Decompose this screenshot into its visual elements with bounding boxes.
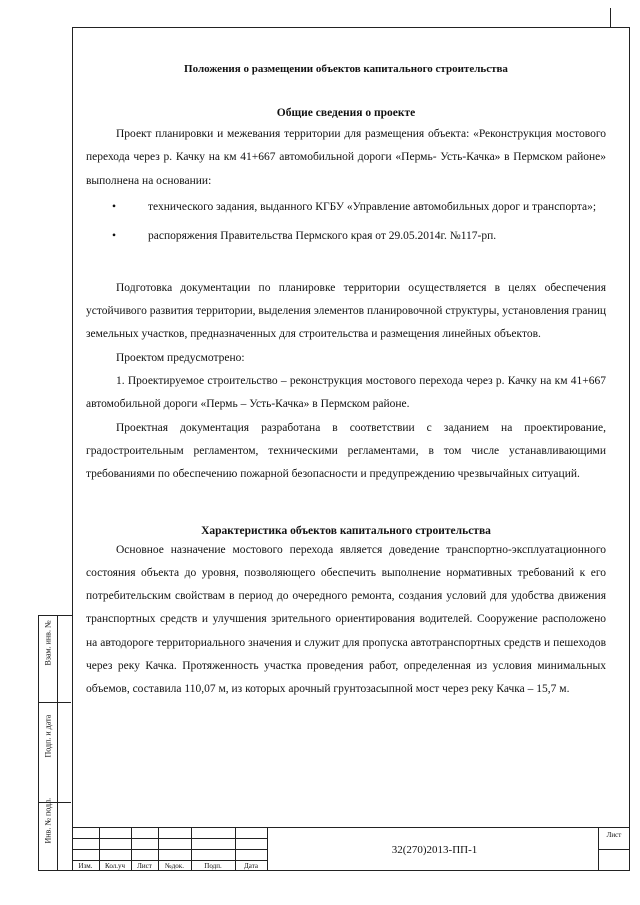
stamp-col-label: Подп. [204,862,222,870]
title-block [72,827,630,871]
bullet-dot-icon: • [112,200,117,213]
stamp-col-label: Изм. [78,862,93,870]
stamp-col-label: Лист [137,862,152,870]
general-info-heading: Общие сведения о проекте [276,107,416,119]
bullet-item: • распоряжения Правительства Пермского края от 29.05.2014г. №117-рп. [86,228,606,245]
side-label: Подп. и дата [43,714,53,758]
side-cell [39,702,71,803]
sheet-label: Лист [606,831,622,839]
side-cell [39,797,71,872]
document-body [86,58,606,702]
document-code: 32(270)2013-ПП-1 [391,844,478,856]
item1-paragraph: 1. Проектируемое строительство – реконструкция мостового перехода через р. Качку на км 41+667 автомобильной дороги «Пермь – Усть-Качка» в Пермском районе. [86,375,606,411]
goal-paragraph: Подготовка документации по планировке территории осуществляется в целях обеспечения устойчивого развития территории, выделения элементов планировочной структуры, установления границ земельных участков, предназначенных для строительства и размещения линейных объектов. [86,281,606,341]
characteristics-heading: Характеристика объектов капитального строительства [201,524,491,537]
stamp-col-label: №док. [165,862,184,870]
side-label: Инв. № подл. [43,797,53,844]
characteristics-paragraph: Основное назначение мостового перехода является доведение транспортно-эксплуатационного состояния объекта до уровня, позволяющего обеспечить выполнение нормативных требований к его потребительским свойствам в период до очередного ремонта, создания условий для удобства движения транспортных средств и улучшения зрительного ориентирования водителей. Сооружение расположено на автодороге территориального значения и служит для пропуска автотранспортных средств и пешеходов через реку Качка. Протяженность участка проведения работ, определенная из условия минимальных объемов, составила 110,07 м, из которых арочный грунтозасыпной мост через реку Качка – 15,7 м. [86,543,606,696]
stamp-col-label: Кол.уч [105,862,125,870]
top-tick-mark [610,8,611,28]
stamp-col-label: Дата [244,862,258,870]
main-heading: Положения о размещении объектов капитального строительства [184,63,508,75]
bullet-dot-icon: • [112,229,117,242]
side-cell [39,616,71,703]
docs-paragraph: Проектная документация разработана в соответствии с заданием на проектирование, градостроительным регламентом, техническими регламентами, в том числе устанавливающими требованиями по обеспечению пожарной безопасности и предупреждению чрезвычайных ситуаций. [86,421,606,481]
left-side-stamp [38,615,72,871]
side-label: Взам. инв. № [43,620,53,666]
provided-paragraph: Проектом предусмотрено: [116,351,245,364]
bullet-item: • технического задания, выданного КГБУ «Управление автомобильных дорог и транспорта»; [86,199,606,216]
intro-paragraph: Проект планировки и межевания территории для размещения объекта: «Реконструкция мостового перехода через р. Качку на км 41+667 автомобильной дороги «Пермь- Усть-Качка» в Пермском районе» выполнена на основании: [86,128,606,187]
